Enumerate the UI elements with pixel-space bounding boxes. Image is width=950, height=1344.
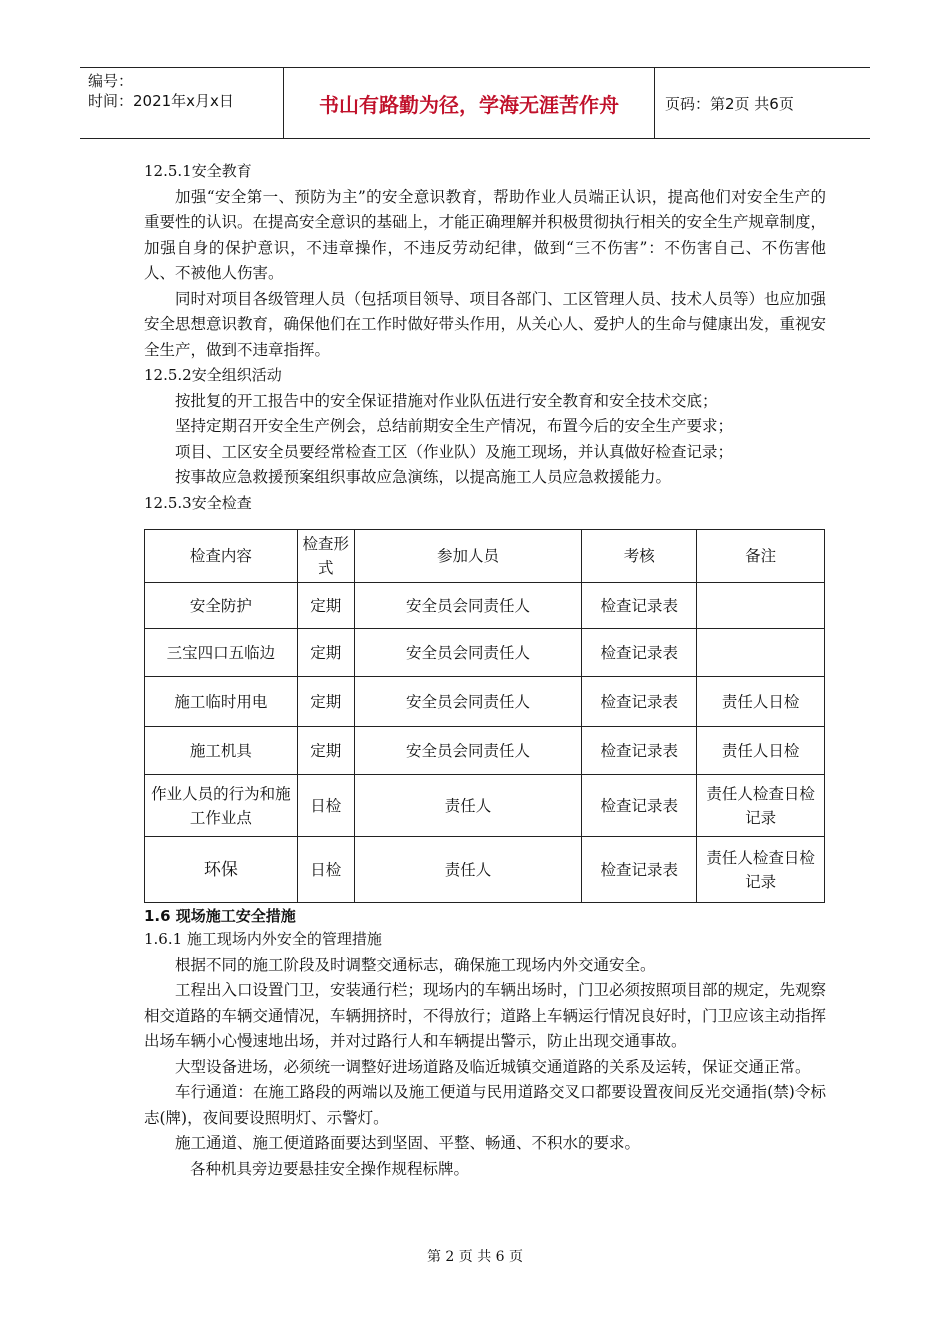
section-12-5-3-title: 12.5.3安全检查 — [144, 493, 252, 512]
paragraph: 车行通道：在施工路段的两端以及施工便道与民用道路交叉口都要设置夜间反光交通指(禁)令标志(牌)，夜间要设照明灯、示警灯。 — [144, 1083, 826, 1127]
paragraph: 各种机具旁边要悬挂安全操作规程标牌。 — [190, 1159, 470, 1178]
section-12-5-2-title: 12.5.2安全组织活动 — [144, 366, 282, 384]
table-row — [145, 677, 825, 727]
table-cell: 安全员会同责任人 — [354, 727, 582, 775]
table-cell: 安全防护 — [145, 583, 298, 629]
document-date: 时间：2021年x月x日 — [88, 92, 234, 110]
paragraph: 工程出入口设置门卫，安装通行栏；现场内的车辆出场时，门卫必须按照项目部的规定，先观察相交道路的车辆交通情况，车辆拥挤时，不得放行；道路上车辆运行情况良好时，门卫应该主动指挥出场车辆小心慢速地出场，并对过路行人和车辆提出警示，防止出现交通事故。 — [144, 981, 827, 1050]
table-cell: 检查记录表 — [582, 677, 697, 727]
table-cell: 定期 — [297, 677, 354, 727]
table-cell: 施工临时用电 — [145, 677, 298, 727]
table-cell: 责任人 — [354, 837, 582, 903]
header-page-number: 页码：第2页 共6页 — [665, 94, 794, 113]
table-cell: 检查记录表 — [582, 629, 697, 677]
paragraph: 同时对项目各级管理人员（包括项目领导、项目各部门、工区管理人员、技术人员等）也应加强安全思想意识教育，确保他们在工作时做好带头作用，从关心人、爱护人的生命与健康出发，重视安全生产，做到不违章指挥。 — [144, 289, 827, 359]
table-cell: 日检 — [297, 837, 354, 903]
paragraph: 加强“安全第一、预防为主”的安全意识教育，帮助作业人员端正认识，提高他们对安全生产的重要性的认识。在提高安全意识的基础上，才能正确理解并积极贯彻执行相关的安全生产规章制度，加强自身的保护意识，不违章操作，不违反劳动纪律，做到“三不伤害”：不伤害自己、不伤害他人、不被他人伤害。 — [144, 187, 827, 282]
table-cell: 安全员会同责任人 — [354, 583, 582, 629]
list-item: 项目、工区安全员要经常检查工区（作业队）及施工现场，并认真做好检查记录； — [175, 442, 734, 461]
header-cell: 备注 — [697, 530, 825, 583]
table-cell: 定期 — [297, 727, 354, 775]
table-cell: 定期 — [297, 583, 354, 629]
table-cell: 日检 — [297, 775, 354, 837]
header-cell: 参加人员 — [354, 530, 582, 583]
table-row — [145, 583, 825, 629]
section-1-6-1-title: 1.6.1 施工现场内外安全的管理措施 — [144, 930, 382, 948]
table-cell — [697, 629, 825, 677]
table-header-row — [145, 530, 825, 583]
table-cell: 安全员会同责任人 — [354, 677, 582, 727]
list-item: 按批复的开工报告中的安全保证措施对作业队伍进行安全教育和安全技术交底； — [175, 391, 718, 410]
table-cell: 定期 — [297, 629, 354, 677]
page-header — [80, 67, 870, 139]
table-cell: 责任人日检 — [697, 727, 825, 775]
page-footer: 第 2 页 共 6 页 — [426, 1249, 524, 1265]
table-cell: 责任人检查日检记录 — [697, 775, 825, 837]
header-cell: 检查形式 — [297, 530, 354, 583]
table-cell — [697, 583, 825, 629]
paragraph: 根据不同的施工阶段及时调整交通标志，确保施工现场内外交通安全。 — [175, 955, 656, 974]
paragraph: 施工通道、施工便道路面要达到坚固、平整、畅通、不积水的要求。 — [175, 1134, 641, 1152]
table-cell: 责任人 — [354, 775, 582, 837]
table-cell: 检查记录表 — [582, 727, 697, 775]
document-body — [144, 159, 826, 1182]
header-cell: 考核 — [582, 530, 697, 583]
table-cell: 责任人检查日检记录 — [697, 837, 825, 903]
table-cell: 环保 — [145, 837, 298, 903]
table-cell: 安全员会同责任人 — [354, 629, 582, 677]
table-cell: 作业人员的行为和施工作业点 — [145, 775, 298, 837]
table-row — [145, 727, 825, 775]
table-cell: 责任人日检 — [697, 677, 825, 727]
table-row — [145, 629, 825, 677]
table-cell: 检查记录表 — [582, 583, 697, 629]
safety-inspection-table — [144, 529, 825, 903]
list-item: 坚持定期召开安全生产例会，总结前期安全生产情况，布置今后的安全生产要求； — [175, 417, 734, 435]
header-motto: 书山有路勤为径，学海无涯苦作舟 — [283, 68, 655, 138]
table-cell: 施工机具 — [145, 727, 298, 775]
header-meta — [80, 68, 283, 138]
section-1-6-title: 1.6 现场施工安全措施 — [144, 907, 296, 925]
section-12-5-1-title: 12.5.1安全教育 — [144, 162, 252, 180]
table-row — [145, 837, 825, 903]
list-item: 按事故应急救援预案组织事故应急演练，以提高施工人员应急救援能力。 — [175, 468, 672, 486]
paragraph: 大型设备进场，必须统一调整好进场道路及临近城镇交通道路的关系及运转，保证交通正常。 — [175, 1057, 811, 1076]
table-cell: 三宝四口五临边 — [145, 629, 298, 677]
table-row — [145, 775, 825, 837]
document-number-label: 编号： — [88, 72, 134, 90]
table-cell: 检查记录表 — [582, 837, 697, 903]
table-cell: 检查记录表 — [582, 775, 697, 837]
header-cell: 检查内容 — [145, 530, 298, 583]
